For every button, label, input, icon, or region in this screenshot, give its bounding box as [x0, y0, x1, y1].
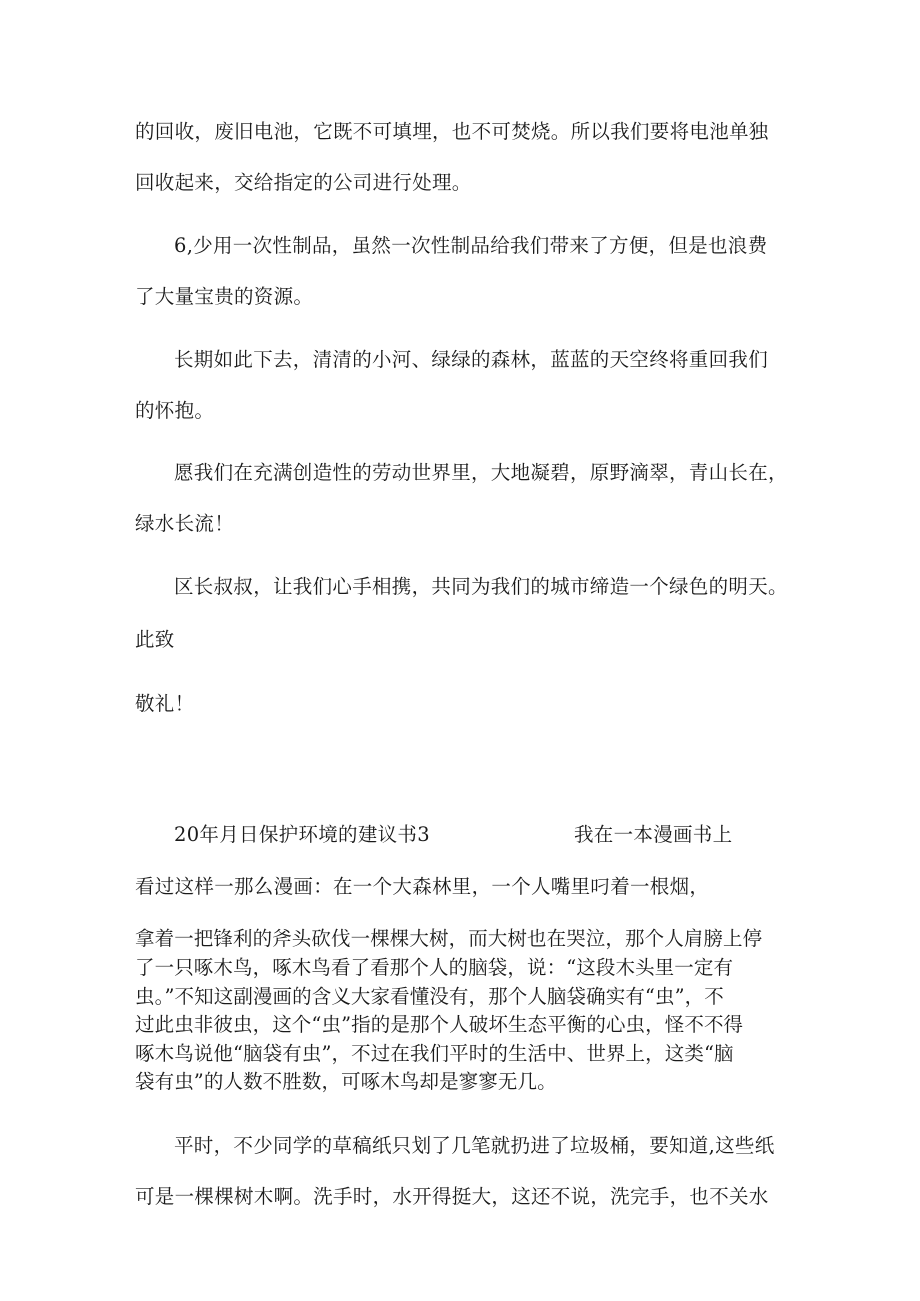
text-line: 过此虫非彼虫，这个“虫”指的是那个人破坏生态平衡的心虫，怪不不得 [135, 1013, 744, 1036]
text-line: 的回收，废旧电池，它既不可填埋，也不可焚烧。所以我们要将电池单独 [135, 120, 769, 143]
closing-regards: 敬礼！ [135, 692, 195, 715]
text-line: 了大量宝贵的资源。 [135, 285, 314, 308]
text-line: 愿我们在充满创造性的劳动世界里，大地凝碧，原野滴翠，青山长在， [174, 461, 788, 484]
text-line: 袋有虫”的人数不胜数，可啄木鸟却是寥寥无几。 [135, 1070, 557, 1093]
text-line: 的怀抱。 [135, 399, 215, 422]
text-line: 平时，不少同学的草稿纸只划了几笔就扔进了垃圾桶，要知道,这些纸 [174, 1134, 775, 1157]
section-title: 20年月日保护环境的建议书3 [174, 823, 430, 846]
text-line: 拿着一把锋利的斧头砍伐一棵棵大树，而大树也在哭泣，那个人肩膀上停 [135, 927, 763, 950]
text-line: 回收起来，交给指定的公司进行处理。 [135, 171, 472, 194]
text-line: 啄木鸟说他“脑袋有虫”，不过在我们平时的生活中、世界上，这类“脑 [135, 1042, 734, 1065]
text-line: 了一只啄木鸟，啄木鸟看了看那个人的脑袋，说：“这段木头里一定有 [135, 956, 734, 979]
text-line: 6,少用一次性制品，虽然一次性制品给我们带来了方便，但是也浪费 [174, 234, 768, 257]
text-line: 看过这样一那么漫画：在一个大森林里，一个人嘴里叼着一根烟， [135, 875, 710, 898]
text-line: 虫。”不知这副漫画的含义大家看懂没有，那个人脑袋确实有“虫”，不 [135, 985, 724, 1008]
text-line: 绿水长流！ [135, 512, 235, 535]
closing-salutation: 此致 [135, 628, 175, 651]
text-line: 长期如此下去，清清的小河、绿绿的森林，蓝蓝的天空终将重回我们 [174, 348, 769, 371]
text-line: 我在一本漫画书上 [574, 823, 733, 846]
text-line: 区长叔叔，让我们心手相携，共同为我们的城市缔造一个绿色的明天。 [174, 575, 788, 598]
text-line: 可是一棵棵树木啊。洗手时，水开得挺大，这还不说，洗完手，也不关水 [135, 1185, 769, 1208]
